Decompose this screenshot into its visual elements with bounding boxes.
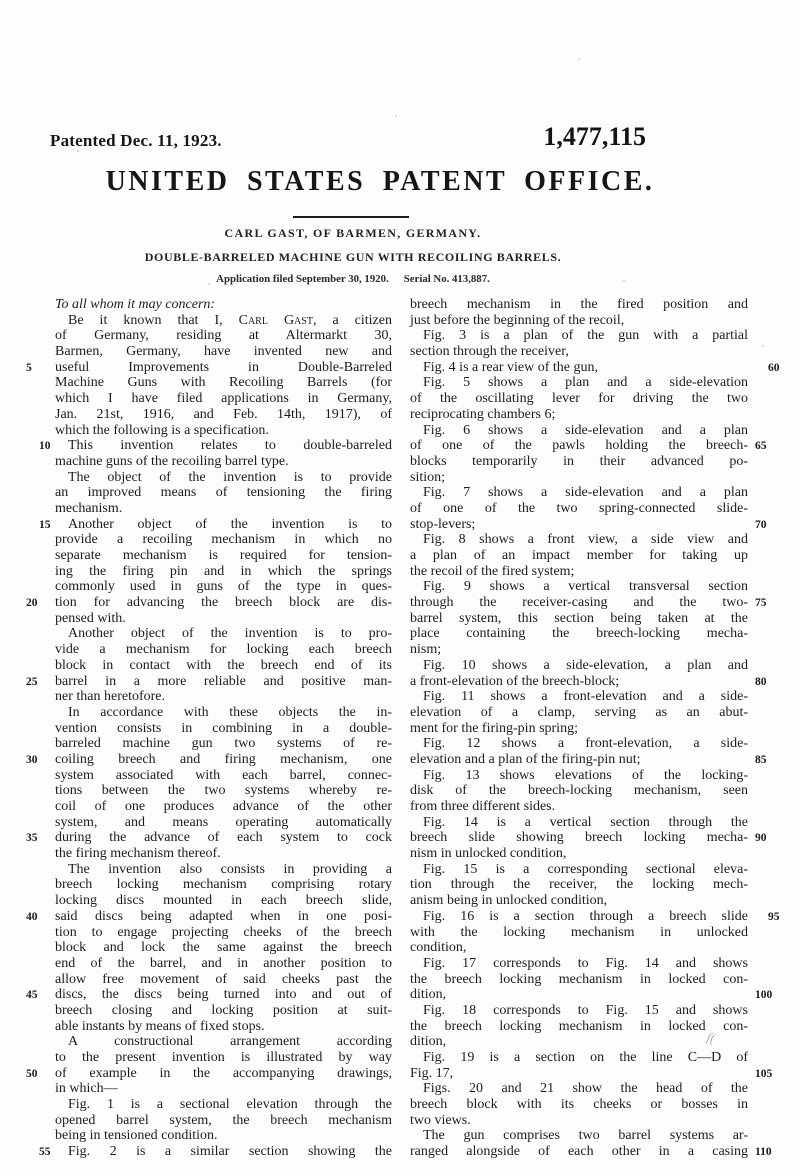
text-line xyxy=(410,673,767,690)
text-line-content: Fig. 17, xyxy=(410,1065,454,1081)
text-line-content: dition, xyxy=(410,1034,447,1050)
text-line-content: Figs. 20 and 21 show the head of the xyxy=(423,1081,748,1097)
text-line xyxy=(55,736,392,752)
text-line xyxy=(410,407,748,423)
margin-line-number: 20 xyxy=(26,597,38,610)
text-line-content: Fig. 8 shows a front view, a side view and xyxy=(423,532,748,548)
text-line-content: Fig. 18 corresponds to Fig. 15 and shows xyxy=(423,1002,748,1018)
text-line-content: breech closing and locking position at suit- xyxy=(55,1002,392,1018)
text-line-content: the breech locking mechanism in locked con- xyxy=(410,971,748,987)
text-line-content: the firing mechanism thereof. xyxy=(55,846,221,862)
invention-title: DOUBLE-BARRELED MACHINE GUN WITH RECOILING BARRELS. xyxy=(144,250,562,264)
text-line xyxy=(410,564,748,580)
text-line xyxy=(55,862,392,878)
text-line-content: Machine Guns with Recoiling Barrels (for xyxy=(55,375,392,391)
text-line xyxy=(55,972,392,988)
text-line xyxy=(410,846,748,862)
text-line-content: coiling breech and firing mechanism, one xyxy=(55,751,392,767)
text-line-content: Fig. 14 is a vertical section through the xyxy=(423,814,748,830)
text-line-content: system associated with each barrel, connec- xyxy=(55,767,392,783)
text-line-content: which the following is a specification. xyxy=(55,422,269,438)
text-line xyxy=(55,1050,392,1066)
text-line xyxy=(55,579,392,595)
text-line xyxy=(410,516,767,533)
text-line xyxy=(410,611,748,627)
text-line xyxy=(55,1081,392,1097)
margin-line-number: 40 xyxy=(26,910,38,923)
margin-line-number: 5 xyxy=(26,361,32,374)
text-line-content: locking discs mounted in each breech slide, xyxy=(55,893,392,909)
text-line-content: an improved means of tensioning the firing xyxy=(55,485,392,501)
pencil-mark-artifact: ſ( xyxy=(705,1029,717,1046)
text-line-content: stop-levers; xyxy=(410,516,476,532)
text-line-content: reciprocating chambers 6; xyxy=(410,406,556,422)
text-line-content: Fig. 15 is a corresponding sectional eleva- xyxy=(423,861,748,877)
text-line-content: nism; xyxy=(410,642,442,658)
text-line-content: system, and means operating automatically xyxy=(55,814,392,830)
text-line xyxy=(55,297,392,313)
text-line-content: ment for the firing-pin spring; xyxy=(410,720,578,736)
text-line-content: tion for advancing the breech block are dis- xyxy=(55,595,392,611)
margin-line-number: 105 xyxy=(755,1067,773,1080)
text-line xyxy=(410,1081,748,1097)
text-line xyxy=(55,391,392,407)
application-line xyxy=(0,273,706,285)
text-line-content: The object of the invention is to provide xyxy=(68,469,392,485)
text-line xyxy=(410,877,748,893)
text-line-content: pensed with. xyxy=(55,610,126,626)
margin-line-number: 70 xyxy=(755,518,767,531)
text-line-content: during the advance of each system to cock xyxy=(55,830,392,846)
text-line-content: The gun comprises two barrel systems ar- xyxy=(423,1128,748,1144)
text-line-content: elevation of a clamp, serving as an abut- xyxy=(410,704,748,720)
text-line xyxy=(410,1050,748,1066)
text-line xyxy=(410,548,748,564)
text-line-content: vention consists in combining in a double- xyxy=(55,720,392,736)
text-line-content: Fig. 5 shows a plan and a side-elevation xyxy=(423,375,748,391)
text-line-content: tion to engage projecting cheeks of the breech xyxy=(55,924,392,940)
text-line-content: of Germany, residing at Altermarkt 30, xyxy=(55,328,392,344)
text-line-content: barrel system, this section being taken at the xyxy=(410,610,748,626)
text-line-content: through the receiver-casing and the two- xyxy=(410,595,748,611)
margin-line-number: 50 xyxy=(26,1067,38,1080)
text-line-content: the recoil of the fired system; xyxy=(410,563,575,579)
text-line-content: Fig. 6 shows a side-elevation and a plan xyxy=(423,422,748,438)
text-line xyxy=(55,532,392,548)
text-line-content: ner than heretofore. xyxy=(55,689,165,705)
margin-line-number: 25 xyxy=(26,675,38,688)
text-line-content: breech block with its cheeks or bosses in xyxy=(410,1097,748,1113)
text-line-content: useful Improvements in Double-Barreled xyxy=(55,359,392,375)
text-line-content: with the locking mechanism in unlocked xyxy=(410,924,748,940)
application-filed: Application filed September 30, 1920. xyxy=(216,273,389,285)
text-line xyxy=(410,1097,748,1113)
text-line xyxy=(55,658,392,674)
margin-line-number: 55 xyxy=(39,1146,51,1159)
text-line xyxy=(410,862,748,878)
margin-line-number: 80 xyxy=(755,675,767,688)
text-line xyxy=(39,438,392,454)
text-line-content: Fig. 10 shows a side-elevation, a plan and xyxy=(423,657,748,673)
text-line-content: Fig. 17 corresponds to Fig. 14 and shows xyxy=(423,955,748,971)
text-line-content: disk of the breech-locking mechanism, seen xyxy=(410,783,748,799)
text-line-content: Fig. 7 shows a side-elevation and a plan xyxy=(423,485,748,501)
text-line xyxy=(410,423,748,439)
text-line-content: being in tensioned condition. xyxy=(55,1128,218,1144)
text-line xyxy=(26,1065,392,1082)
text-line xyxy=(55,501,392,517)
text-line-content: a front-elevation of the breech-block; xyxy=(410,673,620,689)
text-line xyxy=(55,548,392,564)
text-line-content: breech slide showing breech locking mecha- xyxy=(410,830,748,846)
text-line-content: To all whom it may concern: xyxy=(55,297,216,312)
text-line xyxy=(410,893,748,909)
text-line xyxy=(55,846,392,862)
text-line xyxy=(410,328,748,344)
text-line xyxy=(410,768,748,784)
patented-date: Patented Dec. 11, 1923. xyxy=(50,131,222,150)
text-line xyxy=(26,359,392,376)
text-line-content: breech locking mechanism comprising rotary xyxy=(55,877,392,893)
margin-line-number: 100 xyxy=(755,989,773,1002)
text-line xyxy=(55,454,392,470)
text-line xyxy=(55,375,392,391)
text-line xyxy=(55,626,392,642)
text-line xyxy=(410,532,748,548)
right-column xyxy=(410,297,780,1160)
text-line xyxy=(55,1097,392,1113)
text-line-content: dition, xyxy=(410,987,447,1003)
text-line xyxy=(410,972,748,988)
text-line-content: Fig. 16 is a section through a breech slide xyxy=(423,908,748,924)
text-line xyxy=(410,297,748,313)
text-line xyxy=(410,501,748,517)
margin-line-number: 95 xyxy=(768,910,780,923)
text-line xyxy=(410,391,748,407)
text-line xyxy=(55,1034,392,1050)
text-line xyxy=(26,987,392,1003)
text-line xyxy=(55,783,392,799)
margin-line-number: 60 xyxy=(768,361,780,374)
text-line-content: barreled machine gun two systems of re- xyxy=(55,736,392,752)
text-line xyxy=(55,313,392,329)
text-line-content: Another object of the invention is to pro- xyxy=(68,626,392,642)
text-line-content: In accordance with these objects the in- xyxy=(68,704,392,720)
patent-number: 1,477,115 xyxy=(543,122,646,151)
text-line-content: ranged alongside of each other in a casing xyxy=(410,1144,748,1160)
text-line xyxy=(39,1144,392,1160)
text-line-content: tions between the two systems whereby re- xyxy=(55,783,392,799)
text-line-content: The invention also consists in providing a xyxy=(68,861,392,877)
text-line-content: of the oscillating lever for driving the two xyxy=(410,391,748,407)
text-line-content: Fig. 19 is a section on the line C—D of xyxy=(423,1050,748,1065)
text-line xyxy=(55,611,392,627)
text-line-content: mechanism. xyxy=(55,500,123,516)
text-line-content: vide a mechanism for locking each breech xyxy=(55,642,392,658)
text-line xyxy=(55,564,392,580)
text-line-content: Fig. 3 is a plan of the gun with a partial xyxy=(423,328,748,344)
text-line xyxy=(410,956,748,972)
text-line-content: allow free movement of said cheeks past the xyxy=(55,971,392,987)
text-line xyxy=(410,438,767,454)
text-line-content: blocks temporarily in their advanced po- xyxy=(410,453,748,469)
text-line xyxy=(410,830,767,846)
text-line-content: of one of the pawls holding the breech- xyxy=(410,438,748,454)
text-line xyxy=(26,751,392,768)
margin-line-number: 45 xyxy=(26,989,38,1002)
text-line xyxy=(410,689,748,705)
title-divider xyxy=(293,216,409,218)
text-line-content: nism in unlocked condition, xyxy=(410,846,567,862)
text-line xyxy=(410,642,748,658)
text-line xyxy=(410,470,748,486)
text-line xyxy=(410,925,748,941)
text-line xyxy=(410,815,748,831)
text-line-content: A constructional arrangement according xyxy=(68,1034,392,1050)
text-line xyxy=(410,359,780,376)
serial-number: Serial No. 413,887. xyxy=(403,273,490,285)
margin-line-number: 85 xyxy=(755,753,767,766)
text-line xyxy=(55,956,392,972)
text-line-content: elevation and a plan of the firing-pin nut; xyxy=(410,751,641,767)
margin-line-number: 65 xyxy=(755,440,767,453)
text-line xyxy=(410,454,748,470)
text-line xyxy=(410,595,767,611)
text-line xyxy=(26,673,392,690)
text-line-content: Fig. 4 is a rear view of the gun, xyxy=(423,359,598,375)
text-line-content: coil of one produces advance of the other xyxy=(55,799,392,814)
text-line xyxy=(410,1034,748,1050)
text-line-content: opened barrel system, the breech mechanism xyxy=(55,1112,392,1128)
text-line-content: said discs being adapted when in one posi- xyxy=(55,908,392,924)
text-line-content: commonly used in guns of the type in ques- xyxy=(55,579,392,595)
text-line xyxy=(410,987,773,1003)
text-line xyxy=(410,1128,748,1144)
left-column xyxy=(26,297,392,1160)
text-line-content: of one of the two spring-connected slide- xyxy=(410,500,748,516)
text-line-content: the breech locking mechanism in locked con- xyxy=(410,1018,748,1034)
text-line xyxy=(410,313,748,329)
text-line-content: machine guns of the recoiling barrel type. xyxy=(55,453,289,469)
text-line-content: provide a recoiling mechanism in which no xyxy=(55,532,392,548)
margin-line-number: 15 xyxy=(39,518,51,531)
text-line xyxy=(410,721,748,737)
text-line xyxy=(26,830,392,846)
text-line-content: Fig. 11 shows a front-elevation and a side- xyxy=(423,689,748,705)
text-line xyxy=(55,485,392,501)
text-line-content: Be it known that I, Carl Gast, a citizen xyxy=(68,312,392,328)
text-line xyxy=(55,642,392,658)
text-line xyxy=(410,783,748,799)
text-line xyxy=(410,1019,748,1035)
text-line xyxy=(55,940,392,956)
text-line-content: two views. xyxy=(410,1112,471,1128)
text-line-content: Fig. 2 is a similar section showing the xyxy=(68,1144,392,1160)
text-line xyxy=(410,799,748,815)
text-line-content: ing the firing pin and in which the springs xyxy=(55,563,392,579)
text-line xyxy=(55,893,392,909)
text-line-content: block in contact with the breech end of its xyxy=(55,657,392,673)
text-line xyxy=(55,877,392,893)
text-line xyxy=(55,470,392,486)
text-line-content: able instants by means of fixed stops. xyxy=(55,1018,265,1034)
text-line-content: barrel in a more reliable and positive man- xyxy=(55,673,392,689)
margin-line-number: 110 xyxy=(755,1146,772,1159)
text-line xyxy=(410,1113,748,1129)
text-line-content: block and lock the same against the breech xyxy=(55,940,392,956)
text-line-content: place containing the breech-locking mecha- xyxy=(410,626,748,642)
text-line xyxy=(55,328,392,344)
text-line xyxy=(55,925,392,941)
text-line xyxy=(55,1019,392,1035)
text-line xyxy=(55,689,392,705)
text-line-content: Barmen, Germany, have invented new and xyxy=(55,344,392,360)
text-line xyxy=(55,407,392,423)
text-line xyxy=(26,908,392,925)
text-line xyxy=(410,1065,773,1082)
text-line xyxy=(55,344,392,360)
text-line-content: which I have filed applications in Germany, xyxy=(55,391,392,407)
text-line xyxy=(410,375,748,391)
text-line xyxy=(55,799,392,815)
text-line-content: Fig. 13 shows elevations of the locking- xyxy=(423,767,748,783)
text-line-content: of example in the accompanying drawings, xyxy=(55,1065,392,1081)
office-title: UNITED STATES PATENT OFFICE. xyxy=(105,166,655,197)
text-line xyxy=(55,768,392,784)
text-line xyxy=(410,579,748,595)
text-line xyxy=(39,516,392,533)
text-line-content: section through the receiver, xyxy=(410,344,569,360)
text-line-content: tion through the receiver, the locking mech- xyxy=(410,877,748,893)
text-line xyxy=(410,485,748,501)
margin-line-number: 30 xyxy=(26,753,38,766)
text-line-content: Fig. 9 shows a vertical transversal section xyxy=(423,579,748,595)
text-line-content: Fig. 12 shows a front-elevation, a side- xyxy=(423,736,748,752)
margin-line-number: 35 xyxy=(26,832,38,845)
text-line-content: condition, xyxy=(410,940,467,956)
text-line xyxy=(410,1144,772,1160)
text-line-content: breech mechanism in the fired position and xyxy=(410,297,748,312)
text-line xyxy=(55,815,392,831)
text-line-content: in which— xyxy=(55,1081,118,1097)
inventor-line: CARL GAST, OF BARMEN, GERMANY. xyxy=(224,226,482,240)
text-line xyxy=(55,1003,392,1019)
text-line xyxy=(410,626,748,642)
text-line-content: end of the barrel, and in another position to xyxy=(55,955,392,971)
text-line-content: separate mechanism is required for tension- xyxy=(55,548,392,563)
margin-line-number: 75 xyxy=(755,597,767,610)
margin-line-number: 10 xyxy=(39,440,51,453)
text-line-content: sition; xyxy=(410,469,446,485)
text-line-content: anism being in unlocked condition, xyxy=(410,893,608,909)
margin-line-number: 90 xyxy=(755,832,767,845)
text-line xyxy=(26,595,392,611)
text-line xyxy=(410,705,748,721)
text-line-content: a plan of an impact member for taking up xyxy=(410,548,748,563)
text-line xyxy=(55,423,392,439)
text-line-content: Another object of the invention is to xyxy=(68,516,392,532)
text-line xyxy=(410,736,748,752)
text-line-content: discs, the discs being turned into and out of xyxy=(55,987,392,1003)
text-line-content: This invention relates to double-barreled xyxy=(68,438,392,454)
text-line xyxy=(410,658,748,674)
text-line xyxy=(55,721,392,737)
text-line-content: to the present invention is illustrated by way xyxy=(55,1050,392,1065)
text-line-content: Jan. 21st, 1916, and Feb. 14th, 1917), of xyxy=(55,406,392,422)
text-line xyxy=(55,1128,392,1144)
text-line-content: just before the beginning of the recoil, xyxy=(410,312,625,328)
text-line xyxy=(410,751,767,768)
text-line-content: from three different sides. xyxy=(410,799,556,814)
text-line xyxy=(410,940,748,956)
text-line xyxy=(410,344,748,360)
text-line xyxy=(410,1003,748,1019)
text-line xyxy=(410,908,780,925)
text-line xyxy=(55,705,392,721)
text-line xyxy=(55,1113,392,1129)
text-line-content: Fig. 1 is a sectional elevation through the xyxy=(68,1097,392,1113)
